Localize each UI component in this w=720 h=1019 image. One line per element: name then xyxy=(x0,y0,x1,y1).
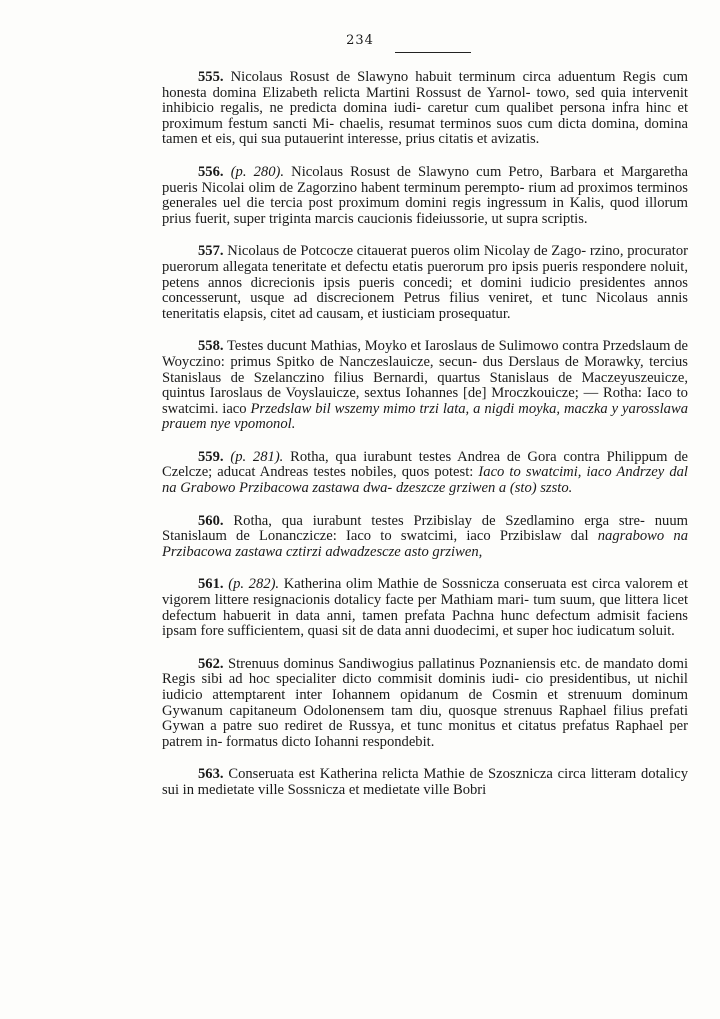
entry-number: 560. xyxy=(198,512,224,529)
entry-line: Margaretha pueris Nicolai olim de Zagorzino habent terminum perempto- xyxy=(162,163,688,196)
entry-line: caretur cum qualibet persona infra hinc et proximum festum sancti Mi- xyxy=(162,100,689,132)
page-reference: (p. 281). xyxy=(230,448,284,465)
entry-number: 561. xyxy=(198,576,224,593)
entry-line: Nicolaus Rosust de Slawyno cum Petro, Barbara et xyxy=(291,163,614,180)
entry-line: Katherina olim Mathie de Sossnicza conseruata est circa xyxy=(283,576,621,593)
entry-558 xyxy=(162,339,688,433)
entry-line: Iaco to swatcimi, iaco Andrzey dal na Grabowo Przibacowa zastawa dwa- xyxy=(162,464,688,497)
entry-line: prauem nye vpomonol. xyxy=(162,416,296,433)
entry-line: elapsis, citet ad causam, et iusticiam prosequatur. xyxy=(223,305,511,322)
entry-line: Pachna hunc defectum admisit faciens ipsam fore sufficientem, xyxy=(162,607,688,640)
entry-number: 559. xyxy=(198,448,224,465)
entry-line: litteram dotalicy sui in medietate ville Sossnicza et medietate ville Bobri xyxy=(162,766,688,798)
entry-number: 556. xyxy=(198,163,224,180)
entry-line: dzeszcze grziwen a (sto) szsto. xyxy=(395,480,573,497)
entry-line: quartus Stanislaus de Maczeyuszeuicze, quintus Iaroslaus de Voyslauicze, xyxy=(162,369,688,402)
entry-line: dus Derslaus de Morawky, tercius Stanislaus de Szelanczino filius Bernardi, xyxy=(162,353,688,386)
entry-line: qui sua putauerint interesse, prius citatis et avizatis. xyxy=(239,131,540,148)
entry-line: contra Przedslaum de Woyczino: primus Spitko de Nanczeslauicze, secun- xyxy=(162,338,688,370)
entry-line: Russya, et tunc monitus et citatus prefatus Raphael per patrem in- xyxy=(162,718,688,750)
entry-line: Rotha, qua iurabunt testes Przibislay de Szedlamino erga stre- xyxy=(233,512,645,529)
page-reference: (p. 282). xyxy=(228,576,280,593)
entry-560 xyxy=(162,514,688,561)
entry-number: 562. xyxy=(198,655,224,672)
entry-line: cio presidentibus, ut nichil iudicio attemptarent inter Iohannem opidanum xyxy=(162,671,688,703)
entry-number: 563. xyxy=(198,766,224,783)
entry-line: rzino, procurator puerorum allegata teneritate et defectu etatis puerorum xyxy=(162,243,688,275)
entry-line: Rotha, qua iurabunt testes Andrea de Gora contra xyxy=(290,448,600,465)
entry-line: tum suum, que littera licet defectum habuerit in data anni, tamen prefata xyxy=(162,592,688,624)
entry-line: rium ad proximos terminos generales uel die tercia post proximum domini xyxy=(162,179,688,212)
entry-line: towo, sed quia intervenit inhibicio regalis, ne predicta domina iudi- xyxy=(162,84,688,117)
page-number: 234 xyxy=(346,33,374,48)
entry-line: valorem et vigorem littere resignacionis dotalicy facte per Mathiam mari- xyxy=(162,576,689,609)
entry-557 xyxy=(162,244,688,322)
entry-556 xyxy=(162,165,688,227)
entry-line: caucionis fideiussorie, ut supra scriptis. xyxy=(357,210,588,227)
entry-line: de Cosmin et strenuum dominum Gywanum capitaneum Odolonensem tam xyxy=(162,687,689,719)
entry-562 xyxy=(162,657,688,751)
entry-line: regis ingressum in Kalis, quod illorum prius fuerit, super triginta marcis xyxy=(162,195,688,227)
entry-line: Conseruata est Katherina relicta Mathie de Szosznicza circa xyxy=(228,766,587,783)
entry-line: Nicolaus Rosust de Slawyno habuit terminum circa aduentum xyxy=(230,69,616,85)
entry-563 xyxy=(162,767,688,798)
entry-number: 555. xyxy=(198,69,224,85)
entry-line: Philippum de Czelcze; aducat Andreas testes nobiles, quos potest: xyxy=(162,448,689,481)
entry-561 xyxy=(162,577,688,639)
entry-line: Testes ducunt Mathias, Moyko et Iaroslaus de Sulimowo xyxy=(226,338,559,355)
entry-line: diu, quosque strenuus Raphael filius prefati Gywan a patre suo rediret de xyxy=(162,702,689,735)
entries-list xyxy=(162,70,688,816)
entry-559 xyxy=(162,450,688,497)
entry-number: 557. xyxy=(198,243,224,260)
entry-line: Przedslaw bil wszemy mimo trzi lata, a nigdi moyka, maczka y yarosslawa xyxy=(250,400,688,417)
entry-line: Regis cum honesta domina Elizabeth relicta Martini Rossust de Yarnol- xyxy=(162,69,688,101)
entry-line: Nicolaus de Potcocze citauerat pueros olim Nicolay de Zago- xyxy=(227,243,587,260)
entry-line: nagrabowo na Przibacowa zastawa cztirzi adwadzescze asto grziwen, xyxy=(162,528,688,560)
entry-line: chaelis, resumat terminos suos cum dicta domina, domina tamen et eis, xyxy=(162,115,689,148)
entry-line: quasi sit de data anni duodecimi, et super hoc iudicatum soluit. xyxy=(307,623,675,640)
entry-line: pueris concedi; et domini iudicio presidentes annos concesserunt, usque ad xyxy=(162,274,688,307)
entry-555 xyxy=(162,70,688,148)
entry-number: 558. xyxy=(198,338,224,355)
entry-line: nuum Stanislaum de Lonanczicze: Iaco to swatcimi, iaco Przibislaw dal xyxy=(162,512,688,545)
page-number-rule xyxy=(395,52,471,53)
entry-line: pro ipsis pueris respondere noluit, petens annos dicrecionis ipsis xyxy=(162,258,688,291)
entry-line: sextus Iohannes [de] Mroczkouicze; — Rotha: Iaco to swatcimi. iaco xyxy=(162,385,688,417)
page-reference: (p. 280). xyxy=(230,163,285,180)
entry-line: mandato domi Regis sibi ad hoc specialiter dicto commisit dominis iudi- xyxy=(162,655,688,688)
entry-line: Strenuus dominus Sandiwogius pallatinus Poznaniensis etc. de xyxy=(228,655,599,672)
entry-line: formatus dicto Iohanni respondebit. xyxy=(226,733,435,750)
entry-line: discrecionem Petrus filius veniret, et tunc Nicolaus annis teneritatis xyxy=(162,290,688,322)
